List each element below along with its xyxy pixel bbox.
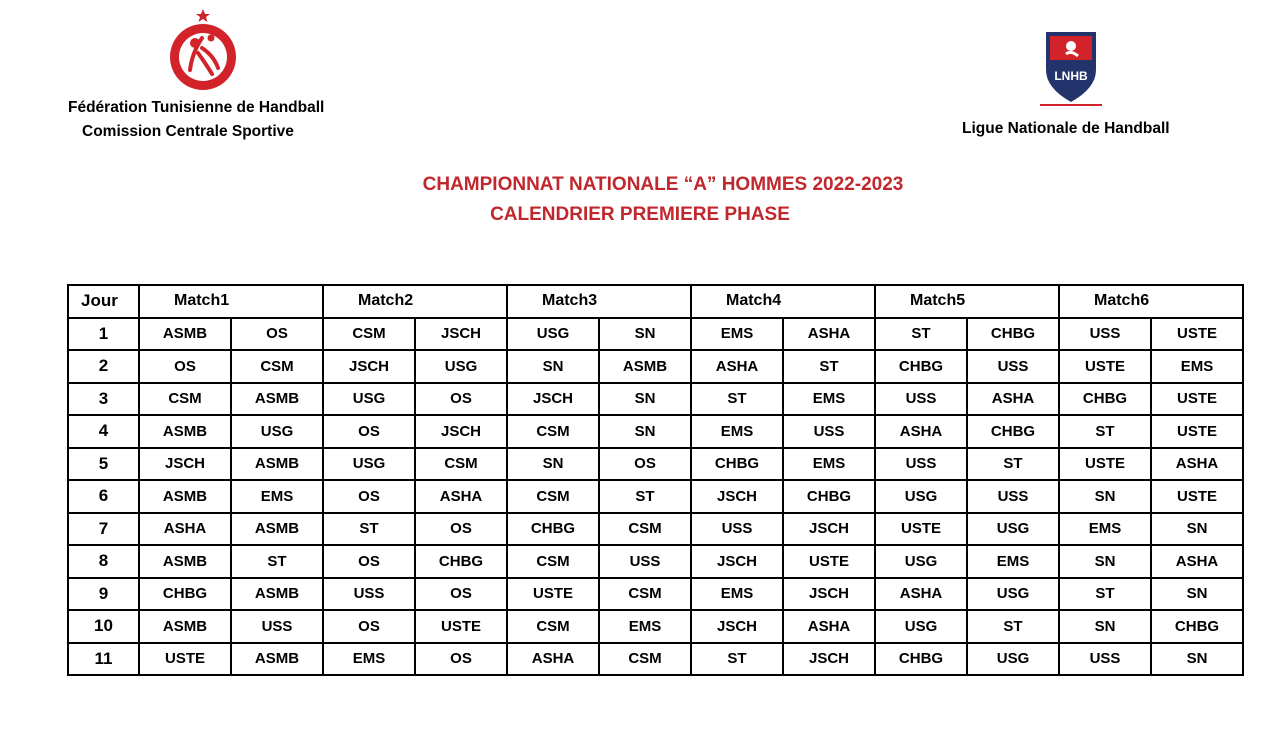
home-team-cell: CHBG [1059, 383, 1151, 416]
away-team-cell: ST [783, 350, 875, 383]
away-team-cell: SN [599, 415, 691, 448]
away-team-cell: OS [415, 578, 507, 611]
home-team-cell: USG [323, 448, 415, 481]
org-left [68, 96, 324, 144]
away-team-cell: CSM [415, 448, 507, 481]
home-team-cell: ST [323, 513, 415, 546]
home-team-cell: EMS [691, 318, 783, 351]
away-team-cell: EMS [783, 448, 875, 481]
away-team-cell: JSCH [415, 415, 507, 448]
away-team-cell: USG [231, 415, 323, 448]
home-team-cell: CSM [139, 383, 231, 416]
home-team-cell: OS [323, 610, 415, 643]
away-team-cell: SN [599, 383, 691, 416]
away-team-cell: ASMB [231, 383, 323, 416]
table-row [68, 480, 1243, 513]
away-team-cell: JSCH [783, 578, 875, 611]
table-row [68, 383, 1243, 416]
away-team-cell: USS [231, 610, 323, 643]
table-row [68, 318, 1243, 351]
home-team-cell: CHBG [875, 350, 967, 383]
home-team-cell: ASHA [875, 415, 967, 448]
away-team-cell: EMS [783, 383, 875, 416]
away-team-cell: CSM [599, 643, 691, 676]
header-row [68, 285, 1243, 318]
column-header-match3: Match3 [507, 285, 691, 318]
away-team-cell: USTE [1151, 383, 1243, 416]
home-team-cell: USG [323, 383, 415, 416]
home-team-cell: USTE [1059, 448, 1151, 481]
lnhb-logo-text: LNHB [1054, 69, 1088, 83]
column-header-match1: Match1 [139, 285, 323, 318]
away-team-cell: ST [599, 480, 691, 513]
home-team-cell: USS [323, 578, 415, 611]
away-team-cell: OS [231, 318, 323, 351]
home-team-cell: CHBG [139, 578, 231, 611]
away-team-cell: ASHA [783, 318, 875, 351]
home-team-cell: SN [1059, 610, 1151, 643]
home-team-cell: ASHA [875, 578, 967, 611]
away-team-cell: USTE [1151, 480, 1243, 513]
day-cell: 6 [68, 480, 139, 513]
home-team-cell: CSM [507, 480, 599, 513]
home-team-cell: CSM [507, 610, 599, 643]
away-team-cell: USS [783, 415, 875, 448]
ftb-logo-icon [162, 8, 244, 92]
home-team-cell: OS [323, 415, 415, 448]
away-team-cell: SN [1151, 513, 1243, 546]
calendar-body [68, 318, 1243, 676]
home-team-cell: ASHA [139, 513, 231, 546]
home-team-cell: USS [1059, 318, 1151, 351]
column-header-match5: Match5 [875, 285, 1059, 318]
table-row [68, 610, 1243, 643]
day-cell: 9 [68, 578, 139, 611]
away-team-cell: ASHA [1151, 545, 1243, 578]
home-team-cell: USG [875, 610, 967, 643]
away-team-cell: SN [1151, 643, 1243, 676]
away-team-cell: CSM [231, 350, 323, 383]
table-row [68, 350, 1243, 383]
away-team-cell: JSCH [415, 318, 507, 351]
away-team-cell: USTE [1151, 415, 1243, 448]
away-team-cell: CHBG [967, 318, 1059, 351]
table-row [68, 513, 1243, 546]
home-team-cell: USTE [507, 578, 599, 611]
home-team-cell: JSCH [139, 448, 231, 481]
away-team-cell: ASMB [231, 643, 323, 676]
page-subtitle: CALENDRIER PREMIERE PHASE [490, 204, 790, 225]
home-team-cell: USS [1059, 643, 1151, 676]
home-team-cell: USS [875, 448, 967, 481]
away-team-cell: ASMB [231, 578, 323, 611]
away-team-cell: USTE [1151, 318, 1243, 351]
home-team-cell: OS [323, 545, 415, 578]
day-cell: 10 [68, 610, 139, 643]
away-team-cell: ASHA [1151, 448, 1243, 481]
table-row [68, 643, 1243, 676]
away-team-cell: CSM [599, 578, 691, 611]
home-team-cell: EMS [1059, 513, 1151, 546]
home-team-cell: JSCH [691, 480, 783, 513]
away-team-cell: ASMB [231, 448, 323, 481]
day-cell: 4 [68, 415, 139, 448]
column-header-match2: Match2 [323, 285, 507, 318]
away-team-cell: EMS [599, 610, 691, 643]
home-team-cell: USS [691, 513, 783, 546]
away-team-cell: CHBG [1151, 610, 1243, 643]
table-row [68, 448, 1243, 481]
home-team-cell: JSCH [691, 610, 783, 643]
away-team-cell: ST [231, 545, 323, 578]
home-team-cell: USTE [875, 513, 967, 546]
home-team-cell: ASHA [507, 643, 599, 676]
away-team-cell: SN [599, 318, 691, 351]
away-team-cell: CSM [599, 513, 691, 546]
away-team-cell: CHBG [783, 480, 875, 513]
league-name: Ligue Nationale de Handball [962, 120, 1170, 137]
home-team-cell: USG [875, 545, 967, 578]
home-team-cell: ASMB [139, 545, 231, 578]
home-team-cell: ASMB [139, 610, 231, 643]
away-team-cell: USS [967, 480, 1059, 513]
away-team-cell: ASHA [415, 480, 507, 513]
away-team-cell: OS [599, 448, 691, 481]
home-team-cell: EMS [323, 643, 415, 676]
home-team-cell: USS [875, 383, 967, 416]
day-cell: 3 [68, 383, 139, 416]
away-team-cell: ASHA [967, 383, 1059, 416]
home-team-cell: CSM [507, 545, 599, 578]
home-team-cell: EMS [691, 415, 783, 448]
home-team-cell: CHBG [691, 448, 783, 481]
home-team-cell: ST [875, 318, 967, 351]
away-team-cell: CHBG [967, 415, 1059, 448]
away-team-cell: USG [967, 578, 1059, 611]
day-cell: 11 [68, 643, 139, 676]
column-header-jour: Jour [68, 285, 139, 318]
table-row [68, 545, 1243, 578]
home-team-cell: ST [691, 643, 783, 676]
column-header-match4: Match4 [691, 285, 875, 318]
home-team-cell: ASHA [691, 350, 783, 383]
home-team-cell: CSM [507, 415, 599, 448]
home-team-cell: JSCH [507, 383, 599, 416]
away-team-cell: USTE [783, 545, 875, 578]
day-cell: 2 [68, 350, 139, 383]
home-team-cell: USG [875, 480, 967, 513]
home-team-cell: JSCH [323, 350, 415, 383]
away-team-cell: EMS [1151, 350, 1243, 383]
home-team-cell: OS [323, 480, 415, 513]
home-team-cell: JSCH [691, 545, 783, 578]
away-team-cell: CHBG [415, 545, 507, 578]
away-team-cell: EMS [967, 545, 1059, 578]
away-team-cell: USG [967, 513, 1059, 546]
away-team-cell: EMS [231, 480, 323, 513]
page-title: CHAMPIONNAT NATIONALE “A” HOMMES 2022-2023 [422, 174, 904, 195]
away-team-cell: ASMB [599, 350, 691, 383]
home-team-cell: CHBG [875, 643, 967, 676]
home-team-cell: EMS [691, 578, 783, 611]
home-team-cell: SN [507, 448, 599, 481]
day-cell: 8 [68, 545, 139, 578]
home-team-cell: OS [139, 350, 231, 383]
away-team-cell: ST [967, 610, 1059, 643]
table-row [68, 578, 1243, 611]
home-team-cell: CSM [323, 318, 415, 351]
lnhb-logo-icon [1030, 26, 1112, 110]
away-team-cell: OS [415, 643, 507, 676]
home-team-cell: ST [691, 383, 783, 416]
home-team-cell: ASMB [139, 318, 231, 351]
home-team-cell: USG [507, 318, 599, 351]
home-team-cell: USTE [1059, 350, 1151, 383]
day-cell: 5 [68, 448, 139, 481]
commission-name: Comission Centrale Sportive [82, 123, 294, 140]
home-team-cell: ASMB [139, 480, 231, 513]
away-team-cell: JSCH [783, 643, 875, 676]
away-team-cell: USS [967, 350, 1059, 383]
table-row [68, 415, 1243, 448]
home-team-cell: ASMB [139, 415, 231, 448]
away-team-cell: ST [967, 448, 1059, 481]
page-title-block [0, 170, 1280, 230]
away-team-cell: JSCH [783, 513, 875, 546]
column-header-match6: Match6 [1059, 285, 1243, 318]
home-team-cell: CHBG [507, 513, 599, 546]
calendar-table [67, 284, 1244, 676]
federation-name: Fédération Tunisienne de Handball [68, 99, 325, 116]
home-team-cell: ST [1059, 578, 1151, 611]
day-cell: 7 [68, 513, 139, 546]
away-team-cell: USTE [415, 610, 507, 643]
day-cell: 1 [68, 318, 139, 351]
away-team-cell: USG [415, 350, 507, 383]
home-team-cell: SN [1059, 480, 1151, 513]
home-team-cell: ST [1059, 415, 1151, 448]
away-team-cell: OS [415, 513, 507, 546]
away-team-cell: ASHA [783, 610, 875, 643]
home-team-cell: SN [507, 350, 599, 383]
home-team-cell: USTE [139, 643, 231, 676]
away-team-cell: OS [415, 383, 507, 416]
away-team-cell: SN [1151, 578, 1243, 611]
away-team-cell: ASMB [231, 513, 323, 546]
home-team-cell: SN [1059, 545, 1151, 578]
away-team-cell: USS [599, 545, 691, 578]
away-team-cell: USG [967, 643, 1059, 676]
